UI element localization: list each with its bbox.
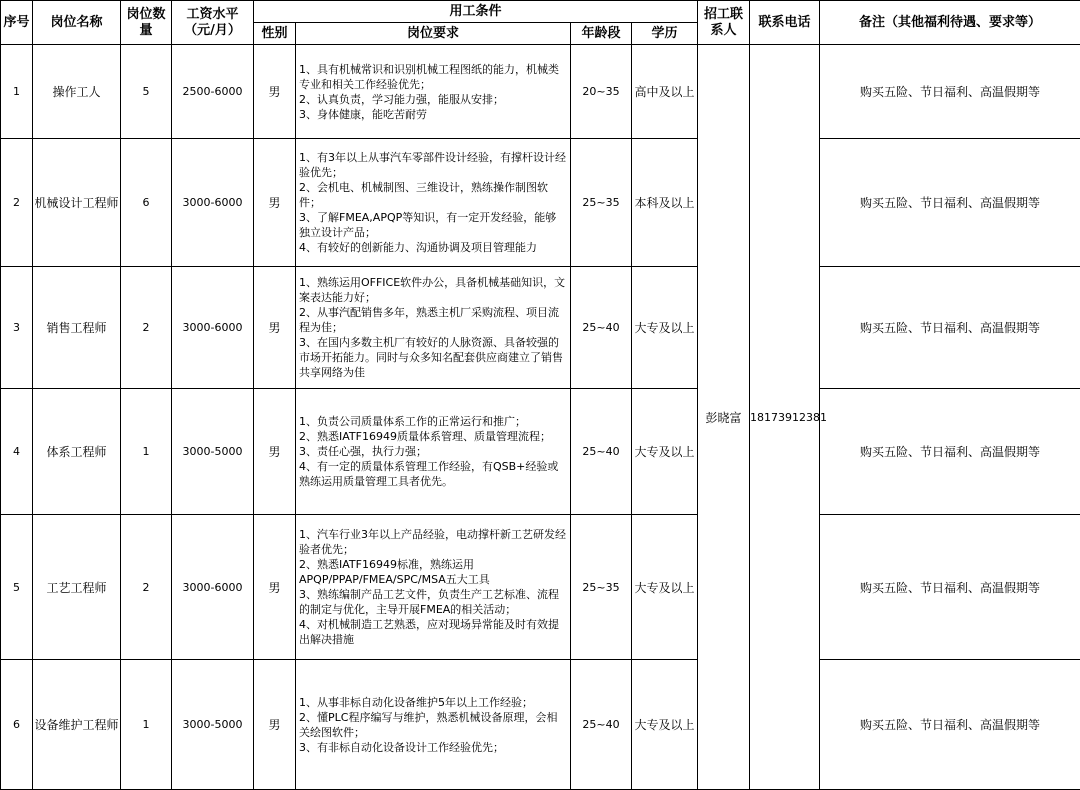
row-gender: 男 xyxy=(254,515,296,660)
row-count: 2 xyxy=(121,267,172,389)
header-phone: 联系电话 xyxy=(750,1,820,45)
requirement-line: 1、从事非标自动化设备维护5年以上工作经验； xyxy=(299,695,567,710)
row-count: 1 xyxy=(121,389,172,515)
row-remarks: 购买五险、节日福利、高温假期等 xyxy=(820,515,1080,660)
row-gender: 男 xyxy=(254,660,296,790)
header-remarks: 备注（其他福利待遇、要求等） xyxy=(820,1,1080,45)
requirement-line: 1、负责公司质量体系工作的正常运行和推广； xyxy=(299,414,567,429)
row-count: 2 xyxy=(121,515,172,660)
row-salary: 3000-5000 xyxy=(172,660,254,790)
row-count: 5 xyxy=(121,45,172,139)
header-requirements: 岗位要求 xyxy=(296,23,571,45)
requirement-line: 1、有3年以上从事汽车零部件设计经验，有撑杆设计经验优先； xyxy=(299,150,567,180)
header-education: 学历 xyxy=(632,23,698,45)
contact-phone: 18173912381 xyxy=(750,45,820,790)
header-salary: 工资水平（元/月） xyxy=(172,1,254,45)
header-contact-person: 招工联系人 xyxy=(698,1,750,45)
row-requirements xyxy=(296,45,571,139)
row-education: 大专及以上 xyxy=(632,389,698,515)
requirement-line: 2、熟悉IATF16949质量体系管理、质量管理流程； xyxy=(299,429,567,444)
row-requirements xyxy=(296,660,571,790)
row-seq: 5 xyxy=(1,515,33,660)
row-position: 设备维护工程师 xyxy=(33,660,121,790)
row-salary: 3000-6000 xyxy=(172,267,254,389)
requirement-line: 3、了解FMEA,APQP等知识，有一定开发经验，能够独立设计产品； xyxy=(299,210,567,240)
row-seq: 1 xyxy=(1,45,33,139)
row-age: 25~35 xyxy=(571,139,632,267)
row-age: 25~40 xyxy=(571,267,632,389)
row-education: 大专及以上 xyxy=(632,515,698,660)
row-gender: 男 xyxy=(254,45,296,139)
row-gender: 男 xyxy=(254,139,296,267)
row-salary: 2500-6000 xyxy=(172,45,254,139)
header-seq: 序号 xyxy=(1,1,33,45)
row-count: 6 xyxy=(121,139,172,267)
table-row xyxy=(1,515,1080,660)
table-row xyxy=(1,139,1080,267)
header-conditions: 用工条件 xyxy=(254,1,698,23)
row-seq: 4 xyxy=(1,389,33,515)
requirement-line: 1、具有机械常识和识别机械工程图纸的能力，机械类专业和相关工作经验优先； xyxy=(299,62,567,92)
row-seq: 3 xyxy=(1,267,33,389)
table-row xyxy=(1,660,1080,790)
row-salary: 3000-6000 xyxy=(172,139,254,267)
row-salary: 3000-5000 xyxy=(172,389,254,515)
contact-person: 彭晓富 xyxy=(698,45,750,790)
row-age: 25~35 xyxy=(571,515,632,660)
header-gender: 性别 xyxy=(254,23,296,45)
requirement-line: 3、有非标自动化设备设计工作经验优先； xyxy=(299,740,567,755)
row-remarks: 购买五险、节日福利、高温假期等 xyxy=(820,45,1080,139)
row-remarks: 购买五险、节日福利、高温假期等 xyxy=(820,267,1080,389)
table-row xyxy=(1,45,1080,139)
header-count: 岗位数量 xyxy=(121,1,172,45)
requirement-line: 2、认真负责，学习能力强，能服从安排； xyxy=(299,92,567,107)
row-education: 大专及以上 xyxy=(632,660,698,790)
table-row xyxy=(1,267,1080,389)
requirement-line: 3、在国内多数主机厂有较好的人脉资源、具备较强的市场开拓能力。同时与众多知名配套供应商建立了销售共享网络为佳 xyxy=(299,335,567,380)
row-remarks: 购买五险、节日福利、高温假期等 xyxy=(820,660,1080,790)
row-position: 体系工程师 xyxy=(33,389,121,515)
requirement-line: 3、身体健康，能吃苦耐劳 xyxy=(299,107,567,122)
table-row xyxy=(1,389,1080,515)
row-requirements xyxy=(296,139,571,267)
row-age: 20~35 xyxy=(571,45,632,139)
requirement-line: 2、从事汽配销售多年，熟悉主机厂采购流程、项目流程为佳； xyxy=(299,305,567,335)
row-education: 高中及以上 xyxy=(632,45,698,139)
row-position: 机械设计工程师 xyxy=(33,139,121,267)
requirement-line: 4、有一定的质量体系管理工作经验，有QSB+经验或熟练运用质量管理工具者优先。 xyxy=(299,459,567,489)
row-age: 25~40 xyxy=(571,389,632,515)
row-requirements xyxy=(296,515,571,660)
row-education: 本科及以上 xyxy=(632,139,698,267)
row-position: 工艺工程师 xyxy=(33,515,121,660)
requirement-line: 2、懂PLC程序编写与维护，熟悉机械设备原理，会相关绘图软件； xyxy=(299,710,567,740)
row-salary: 3000-6000 xyxy=(172,515,254,660)
requirement-line: 3、责任心强，执行力强； xyxy=(299,444,567,459)
row-gender: 男 xyxy=(254,267,296,389)
row-gender: 男 xyxy=(254,389,296,515)
row-requirements xyxy=(296,267,571,389)
row-position: 销售工程师 xyxy=(33,267,121,389)
requirement-line: 2、熟悉IATF16949标准，熟练运用APQP/PPAP/FMEA/SPC/MSA五大工具 xyxy=(299,557,567,587)
header-position: 岗位名称 xyxy=(33,1,121,45)
row-count: 1 xyxy=(121,660,172,790)
row-remarks: 购买五险、节日福利、高温假期等 xyxy=(820,139,1080,267)
requirement-line: 3、熟练编制产品工艺文件，负责生产工艺标准、流程的制定与优化，主导开展FMEA的相关活动； xyxy=(299,587,567,617)
requirement-line: 2、会机电、机械制图、三维设计，熟练操作制图软件； xyxy=(299,180,567,210)
requirement-line: 1、汽车行业3年以上产品经验，电动撑杆新工艺研发经验者优先； xyxy=(299,527,567,557)
row-requirements xyxy=(296,389,571,515)
row-seq: 6 xyxy=(1,660,33,790)
row-remarks: 购买五险、节日福利、高温假期等 xyxy=(820,389,1080,515)
header-age: 年龄段 xyxy=(571,23,632,45)
row-age: 25~40 xyxy=(571,660,632,790)
row-position: 操作工人 xyxy=(33,45,121,139)
requirement-line: 1、熟练运用OFFICE软件办公，具备机械基础知识，文案表达能力好； xyxy=(299,275,567,305)
requirement-line: 4、有较好的创新能力、沟通协调及项目管理能力 xyxy=(299,240,567,255)
row-seq: 2 xyxy=(1,139,33,267)
row-education: 大专及以上 xyxy=(632,267,698,389)
requirement-line: 4、对机械制造工艺熟悉，应对现场异常能及时有效提出解决措施 xyxy=(299,617,567,647)
